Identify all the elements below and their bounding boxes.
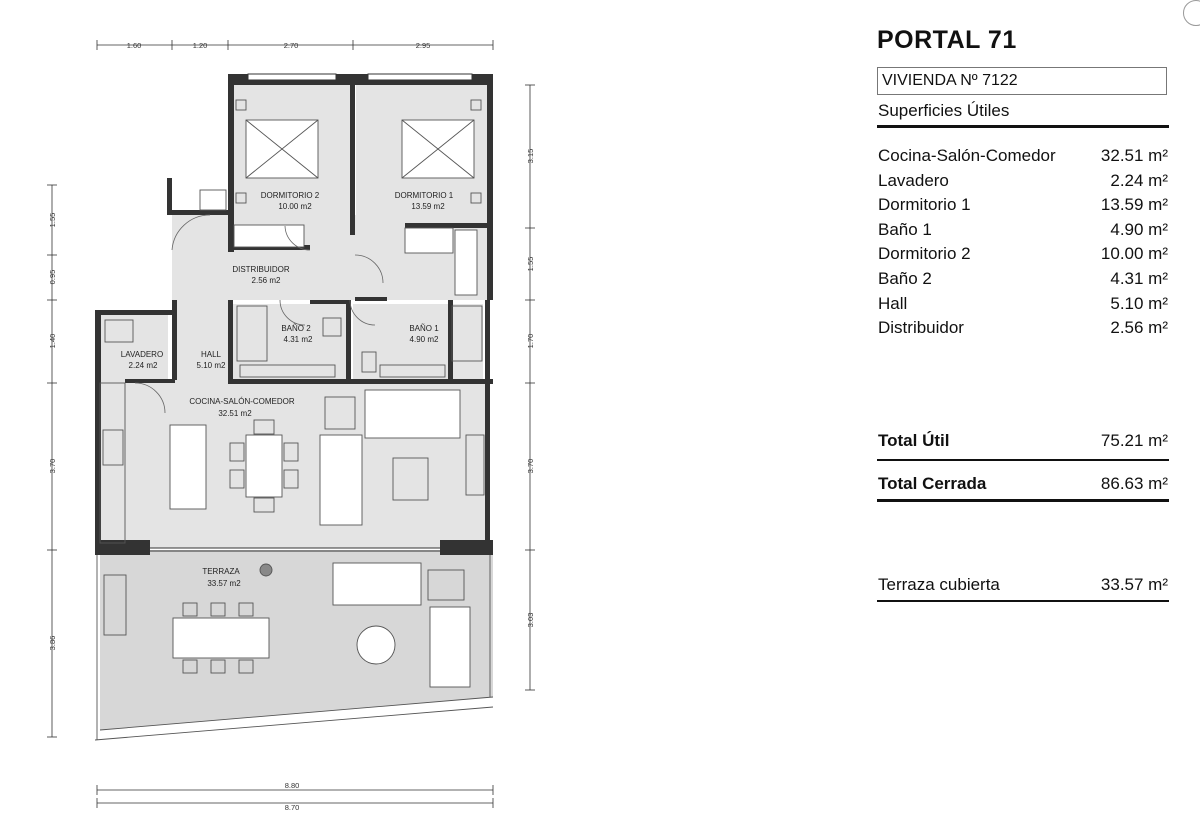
area-value: 4.31 m² <box>1110 269 1168 288</box>
area-label: Dormitorio 1 <box>878 195 971 214</box>
total-util-value: 75.21 m² <box>1100 431 1168 450</box>
area-label: Cocina-Salón-Comedor <box>878 146 1056 165</box>
section-rule <box>877 125 1169 128</box>
surfaces-panel <box>877 0 1169 826</box>
dim-bottom-2: 8.70 <box>284 803 300 812</box>
section-heading: Superficies Útiles <box>878 101 1010 120</box>
portal-title: PORTAL 71 <box>877 26 1017 54</box>
room-name-bano-2: BAÑO 2 <box>281 324 311 333</box>
room-area-dormitorio-1: 13.59 m2 <box>411 202 445 211</box>
dim-left-3: 1.40 <box>48 333 57 349</box>
total-cerrada-row <box>878 474 1168 494</box>
room-area-distribuidor: 2.56 m2 <box>251 276 281 285</box>
dim-left-4: 3.70 <box>48 458 57 474</box>
terraza-row <box>878 575 1168 595</box>
dim-top-1: 1.60 <box>126 41 142 50</box>
area-label: Distribuidor <box>878 318 964 337</box>
area-row <box>878 195 1168 215</box>
total-util-rule <box>877 459 1169 461</box>
total-cerrada-label: Total Cerrada <box>878 474 987 493</box>
terraza-rule <box>877 600 1169 602</box>
room-name-dormitorio-1: DORMITORIO 1 <box>394 191 454 200</box>
area-value: 10.00 m² <box>1100 244 1168 263</box>
room-name-bano-1: BAÑO 1 <box>409 324 439 333</box>
area-value: 2.24 m² <box>1110 171 1168 190</box>
area-row <box>878 269 1168 289</box>
room-name-lavadero: LAVADERO <box>120 350 164 359</box>
area-label: Lavadero <box>878 171 949 190</box>
area-row <box>878 318 1168 338</box>
area-row <box>878 171 1168 191</box>
total-cerrada-rule <box>877 499 1169 502</box>
dim-left-1: 1.55 <box>48 212 57 228</box>
room-area-dormitorio-2: 10.00 m2 <box>278 202 312 211</box>
dim-top-2: 1.20 <box>192 41 208 50</box>
area-label: Baño 1 <box>878 220 932 239</box>
area-label: Hall <box>878 294 908 313</box>
terraza-value: 33.57 m² <box>1100 575 1168 594</box>
area-label: Dormitorio 2 <box>878 244 971 263</box>
dim-bottom-1: 8.80 <box>284 781 300 790</box>
dim-right-5: 3.03 <box>526 612 535 628</box>
room-name-hall: HALL <box>200 350 222 359</box>
terraza-label: Terraza cubierta <box>878 575 1000 594</box>
unit-number-box: VIVIENDA Nº 7122 <box>877 67 1167 95</box>
area-value: 5.10 m² <box>1110 294 1168 313</box>
dim-right-1: 3.15 <box>526 148 535 164</box>
room-area-bano-1: 4.90 m2 <box>409 335 439 344</box>
area-row <box>878 244 1168 264</box>
dim-top-3: 2.70 <box>283 41 299 50</box>
area-row <box>878 294 1168 314</box>
dim-left-5: 3.86 <box>48 635 57 651</box>
dim-top-4: 2.95 <box>415 41 431 50</box>
area-value: 2.56 m² <box>1110 318 1168 337</box>
area-row <box>878 220 1168 240</box>
room-area-terraza: 33.57 m2 <box>207 579 241 588</box>
room-area-bano-2: 4.31 m2 <box>283 335 313 344</box>
room-area-lavadero: 2.24 m2 <box>128 361 158 370</box>
area-value: 4.90 m² <box>1110 220 1168 239</box>
area-value: 32.51 m² <box>1100 146 1168 165</box>
dim-right-4: 3.70 <box>526 458 535 474</box>
total-cerrada-value: 86.63 m² <box>1100 474 1168 493</box>
room-name-dormitorio-2: DORMITORIO 2 <box>260 191 320 200</box>
total-util-row <box>878 431 1168 451</box>
area-value: 13.59 m² <box>1100 195 1168 214</box>
dim-right-2: 1.55 <box>526 256 535 272</box>
dim-left-2: 0.95 <box>48 269 57 285</box>
room-name-cocina-salon-comedor: COCINA-SALÓN-COMEDOR <box>189 397 295 406</box>
total-util-label: Total Útil <box>878 431 950 450</box>
room-name-terraza: TERRAZA <box>202 567 240 576</box>
room-area-cocina-salon-comedor: 32.51 m2 <box>218 409 252 418</box>
area-row <box>878 146 1168 166</box>
corner-circle-mark <box>1183 0 1200 26</box>
area-label: Baño 2 <box>878 269 932 288</box>
room-area-hall: 5.10 m2 <box>196 361 226 370</box>
dim-right-3: 1.70 <box>526 333 535 349</box>
room-name-distribuidor: DISTRIBUIDOR <box>232 265 290 274</box>
